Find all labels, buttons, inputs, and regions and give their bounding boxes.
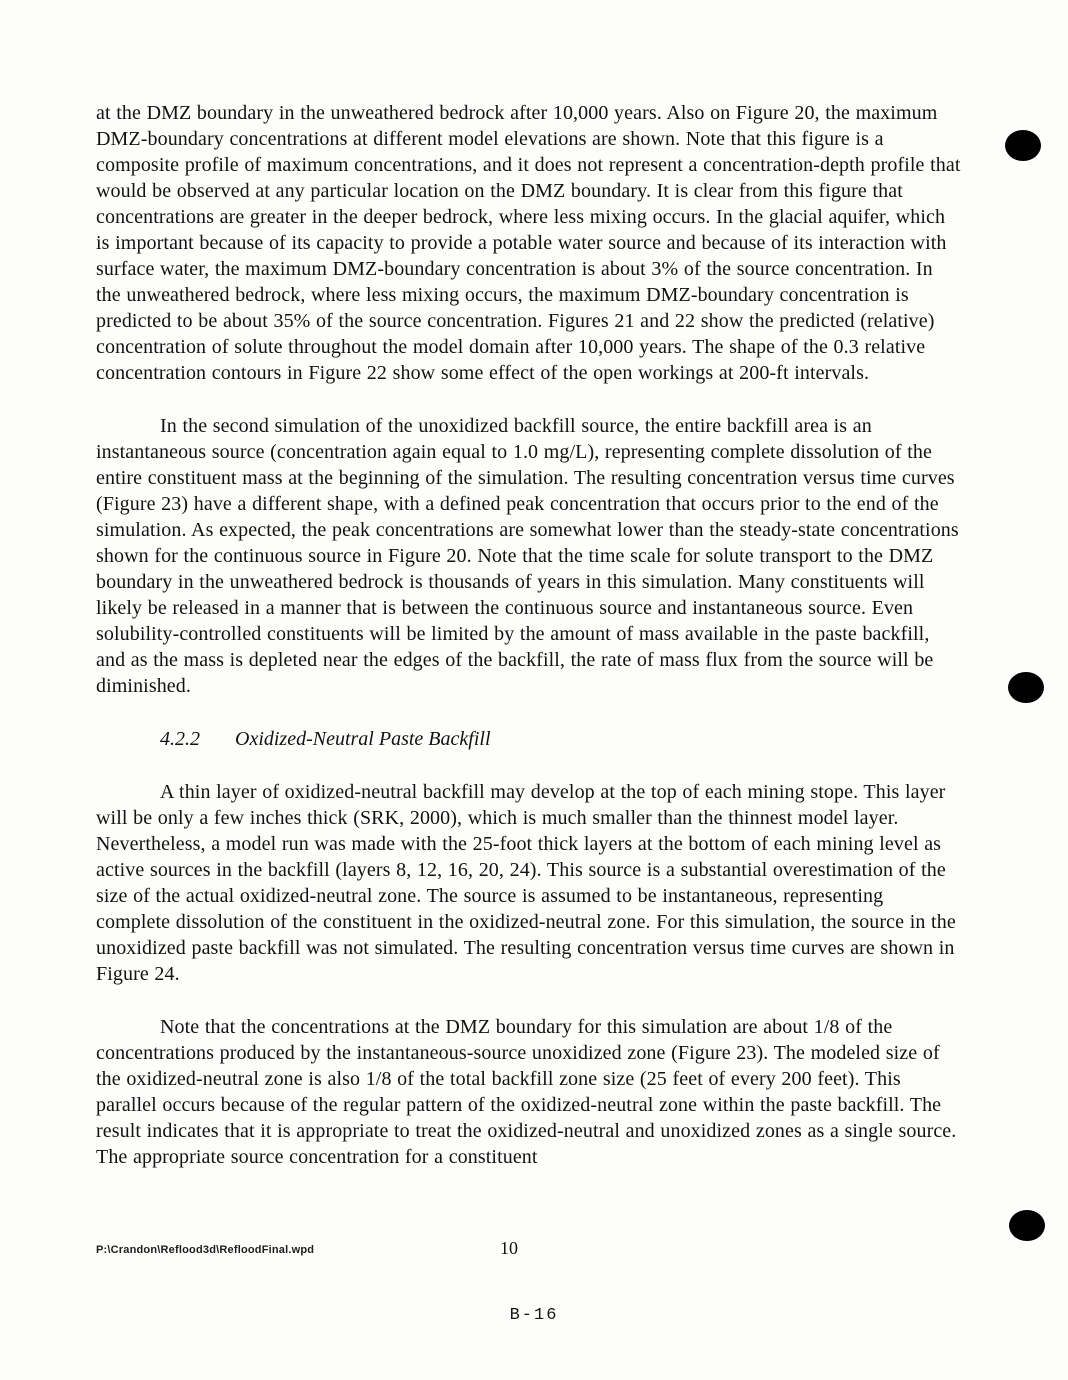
sheet-number: B-16 <box>509 1306 559 1325</box>
body-paragraph: at the DMZ boundary in the unweathered bedrock after 10,000 years. Also on Figure 20, the maximum DMZ-boundary concentrations at different model elevations are shown. Note that this figure is a composite profile of maximum concentrations, and it does not represent a concentration-depth profile that would be observed at any particular location on the DMZ boundary. It is clear from this figure that concentrations are greater in the deeper bedrock, where less mixing occurs. In the glacial aquifer, which is important because of its capacity to provide a potable water source and because of its interaction with surface water, the maximum DMZ-boundary concentration is about 3% of the source concentration. In the unweathered bedrock, where less mixing occurs, the maximum DMZ-boundary concentration is predicted to be about 35% of the source concentration. Figures 21 and 22 show the predicted (relative) concentration of solute throughout the model domain after 10,000 years. The shape of the 0.3 relative concentration contours in Figure 22 show some effect of the open workings at 200-ft intervals. <box>96 102 961 384</box>
punch-hole-mark <box>1008 672 1044 703</box>
body-paragraph: Note that the concentrations at the DMZ boundary for this simulation are about 1/8 of the concentrations produced by the instantaneous-source unoxidized zone (Figure 23). The modeled size of the oxidized-neutral zone is also 1/8 of the total backfill zone size (25 feet of every 200 feet). This parallel occurs because of the regular pattern of the oxidized-neutral zone within the paste backfill. The result indicates that it is appropriate to treat the oxidized-neutral and unoxidized zones as a single source. The appropriate source concentration for a constituent <box>96 1016 957 1168</box>
body-paragraph: A thin layer of oxidized-neutral backfill may develop at the top of each mining stope. This layer will be only a few inches thick (SRK, 2000), which is much smaller than the thinnest model layer. Nevertheless, a model run was made with the 25-foot thick layers at the bottom of each mining level as active sources in the backfill (layers 8, 12, 16, 20, 24). This source is a substantial overestimation of the size of the actual oxidized-neutral zone. The source is assumed to be instantaneous, representing complete dissolution of the constituent in the oxidized-neutral zone. For this simulation, the source in the unoxidized paste backfill was not simulated. The resulting concentration versus time curves are shown in Figure 24. <box>96 781 956 985</box>
body-paragraph: In the second simulation of the unoxidized backfill source, the entire backfill area is an instantaneous source (concentration again equal to 1.0 mg/L), representing complete dissolution of the entire constituent mass at the beginning of the simulation. The resulting concentration versus time curves (Figure 23) have a different shape, with a defined peak concentration that occurs prior to the end of the simulation. As expected, the peak concentrations are somewhat lower than the steady-state concentrations shown for the continuous source in Figure 20. Note that the time scale for solute transport to the DMZ boundary in the unweathered bedrock is thousands of years in this simulation. Many constituents will likely be released in a manner that is between the continuous source and instantaneous source. Even solubility-controlled constituents will be limited by the amount of mass available in the paste backfill, and as the mass is depleted near the edges of the backfill, the rate of mass flux from the source will be diminished. <box>96 415 959 697</box>
section-number: 4.2.2 <box>160 728 200 750</box>
section-heading <box>96 726 962 752</box>
punch-hole-mark <box>1005 130 1041 161</box>
footer-file-path: P:\Crandon\Reflood3d\RefloodFinal.wpd <box>96 1244 315 1256</box>
page-body <box>96 100 962 1197</box>
section-title: Oxidized-Neutral Paste Backfill <box>235 728 491 750</box>
punch-hole-mark <box>1009 1210 1045 1241</box>
page-number: 10 <box>500 1238 518 1258</box>
page-footer <box>96 1238 962 1262</box>
